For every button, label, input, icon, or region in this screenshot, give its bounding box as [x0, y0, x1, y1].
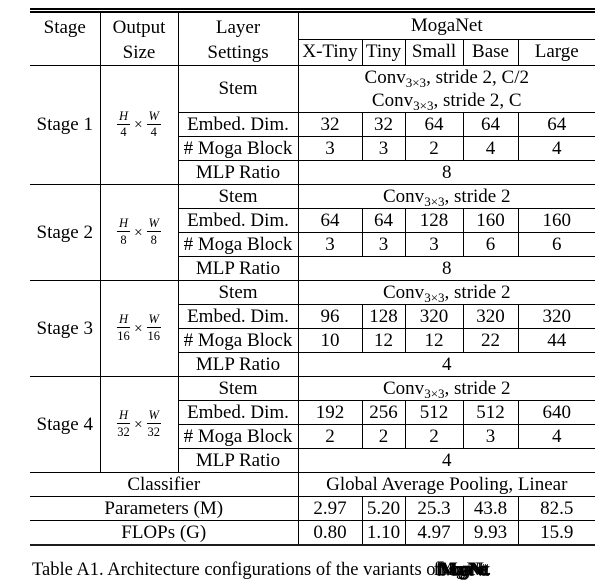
conv-line: Conv$_{3\times 3}$, stride 2	[383, 186, 511, 209]
mlp-ratio-label: MLP Ratio	[178, 449, 298, 473]
col-header-layer-line2: Settings	[207, 42, 269, 63]
value-cell: 4.97	[405, 521, 463, 546]
conv-line: Conv$_{3\times 3}$, stride 2	[383, 282, 511, 305]
moga-block-label: # Moga Block	[178, 329, 298, 353]
stage3-stem-row	[30, 281, 595, 305]
value-cell: 4	[463, 137, 518, 161]
value-cell: 96	[298, 305, 362, 329]
classifier-label: Classifier	[30, 473, 298, 497]
value-cell: 6	[463, 233, 518, 257]
stage1-name-cell: Stage 1	[36, 114, 93, 135]
value-cell: 64	[298, 209, 362, 233]
col-header-layer-line1: Layer	[215, 17, 261, 38]
value-cell: 6	[518, 233, 595, 257]
fraction: $\frac{H}{4}$	[119, 108, 129, 139]
value-cell: 3	[298, 137, 362, 161]
mlp-ratio-label: MLP Ratio	[178, 257, 298, 281]
col-header-small: Small	[405, 39, 463, 65]
embed-dim-label: Embed. Dim.	[178, 305, 298, 329]
architecture-table	[30, 8, 595, 546]
classifier-row	[30, 473, 595, 497]
flops-row	[30, 521, 595, 546]
value-cell: 25.3	[405, 497, 463, 521]
stage1-stem-row	[30, 66, 595, 113]
times-symbol: ×	[134, 117, 143, 133]
stage4-name-cell: Stage 4	[30, 377, 100, 473]
fraction: $\frac{W}{32}$	[147, 408, 160, 439]
value-cell: 2	[298, 425, 362, 449]
mlp-ratio-value: 8	[298, 257, 595, 281]
value-cell: 1.10	[362, 521, 405, 546]
value-cell: 12	[362, 329, 405, 353]
stage3-stem-value	[298, 281, 595, 305]
value-cell: 192	[298, 401, 362, 425]
col-header-output-line2: Size	[122, 42, 156, 63]
value-cell: 64	[518, 113, 595, 137]
stage2-stem-row	[30, 185, 595, 209]
value-cell: 128	[362, 305, 405, 329]
value-cell: 10	[298, 329, 362, 353]
stage2-output-size-cell	[100, 185, 178, 281]
value-cell: 64	[405, 113, 463, 137]
stage3-output-size-cell	[100, 281, 178, 377]
col-header-output-line1: Output	[112, 17, 166, 38]
stage1-output-size-cell	[100, 66, 178, 185]
value-cell: 3	[298, 233, 362, 257]
value-cell: 2	[405, 425, 463, 449]
value-cell: 12	[405, 329, 463, 353]
value-cell: 3	[362, 233, 405, 257]
value-cell: 82.5	[518, 497, 595, 521]
stage2-stem-label: Stem	[178, 185, 298, 209]
stage4-stem-label: Stem	[178, 377, 298, 401]
embed-dim-label: Embed. Dim.	[178, 401, 298, 425]
moga-block-label: # Moga Block	[178, 233, 298, 257]
fraction: $\frac{W}{4}$	[148, 108, 159, 139]
value-cell: 3	[405, 233, 463, 257]
times-symbol: ×	[134, 416, 143, 433]
caption-garbled-text: f MogaNet.	[435, 560, 486, 580]
value-cell: 128	[405, 209, 463, 233]
conv-line: Conv$_{3\times 3}$, stride 2, C/2	[364, 67, 529, 90]
value-cell: 256	[362, 401, 405, 425]
value-cell: 64	[463, 113, 518, 137]
stage4-output-size-cell	[100, 377, 178, 473]
stage1-stem-value	[298, 66, 595, 113]
mlp-ratio-value: 4	[298, 353, 595, 377]
value-cell: 320	[463, 305, 518, 329]
value-cell: 320	[405, 305, 463, 329]
mlp-ratio-value: 8	[298, 161, 595, 185]
value-cell: 2.97	[298, 497, 362, 521]
col-header-moganet: MogaNet	[298, 11, 595, 40]
header-row-1	[30, 11, 595, 40]
mlp-ratio-value: 4	[298, 449, 595, 473]
col-header-large: Large	[518, 39, 595, 65]
fraction: $\frac{H}{16}$	[117, 312, 130, 343]
flops-label: FLOPs (G)	[30, 521, 298, 546]
value-cell: 2	[405, 137, 463, 161]
value-cell: 4	[518, 425, 595, 449]
conv-line: Conv$_{3\times 3}$, stride 2, C	[371, 90, 522, 113]
value-cell: 512	[405, 401, 463, 425]
value-cell: 160	[518, 209, 595, 233]
value-cell: 4	[518, 137, 595, 161]
embed-dim-label: Embed. Dim.	[178, 209, 298, 233]
times-symbol: ×	[134, 224, 143, 241]
value-cell: 32	[362, 113, 405, 137]
parameters-row	[30, 497, 595, 521]
value-cell: 9.93	[463, 521, 518, 546]
value-cell: 44	[518, 329, 595, 353]
value-cell: 5.20	[362, 497, 405, 521]
classifier-value: Global Average Pooling, Linear	[298, 473, 595, 497]
times-symbol: ×	[134, 320, 143, 337]
col-header-output-size	[100, 11, 178, 66]
value-cell: 15.9	[518, 521, 595, 546]
value-cell: 0.80	[298, 521, 362, 546]
value-cell: 320	[518, 305, 595, 329]
col-header-layer-settings	[178, 11, 298, 66]
fraction: $\frac{W}{16}$	[147, 312, 160, 343]
stage3-name-cell: Stage 3	[30, 281, 100, 377]
stage2-name-cell: Stage 2	[30, 185, 100, 281]
col-header-xtiny: X-Tiny	[298, 39, 362, 65]
value-cell: 2	[362, 425, 405, 449]
col-header-stage: Stage	[30, 11, 100, 66]
caption-text: Table A1. Architecture configurations of the variants o	[32, 560, 436, 580]
value-cell: 3	[463, 425, 518, 449]
moga-block-label: # Moga Block	[178, 137, 298, 161]
value-cell: 43.8	[463, 497, 518, 521]
stage2-stem-value	[298, 185, 595, 209]
fraction: $\frac{H}{8}$	[119, 216, 129, 247]
parameters-label: Parameters (M)	[30, 497, 298, 521]
stage4-stem-value	[298, 377, 595, 401]
table-caption	[32, 559, 611, 581]
stage1-stem-label: Stem	[178, 66, 298, 113]
fraction: $\frac{H}{32}$	[117, 408, 130, 439]
conv-line: Conv$_{3\times 3}$, stride 2	[383, 378, 511, 401]
value-cell: 32	[298, 113, 362, 137]
value-cell: 512	[463, 401, 518, 425]
embed-dim-label: Embed. Dim.	[178, 113, 298, 137]
value-cell: 160	[463, 209, 518, 233]
col-header-base: Base	[463, 39, 518, 65]
value-cell: 3	[362, 137, 405, 161]
mlp-ratio-label: MLP Ratio	[178, 353, 298, 377]
stage4-stem-row	[30, 377, 595, 401]
mlp-ratio-label: MLP Ratio	[178, 161, 298, 185]
value-cell: 64	[362, 209, 405, 233]
value-cell: 640	[518, 401, 595, 425]
fraction: $\frac{W}{8}$	[148, 216, 159, 247]
moga-block-label: # Moga Block	[178, 425, 298, 449]
stage3-stem-label: Stem	[178, 281, 298, 305]
col-header-tiny: Tiny	[362, 39, 405, 65]
value-cell: 22	[463, 329, 518, 353]
